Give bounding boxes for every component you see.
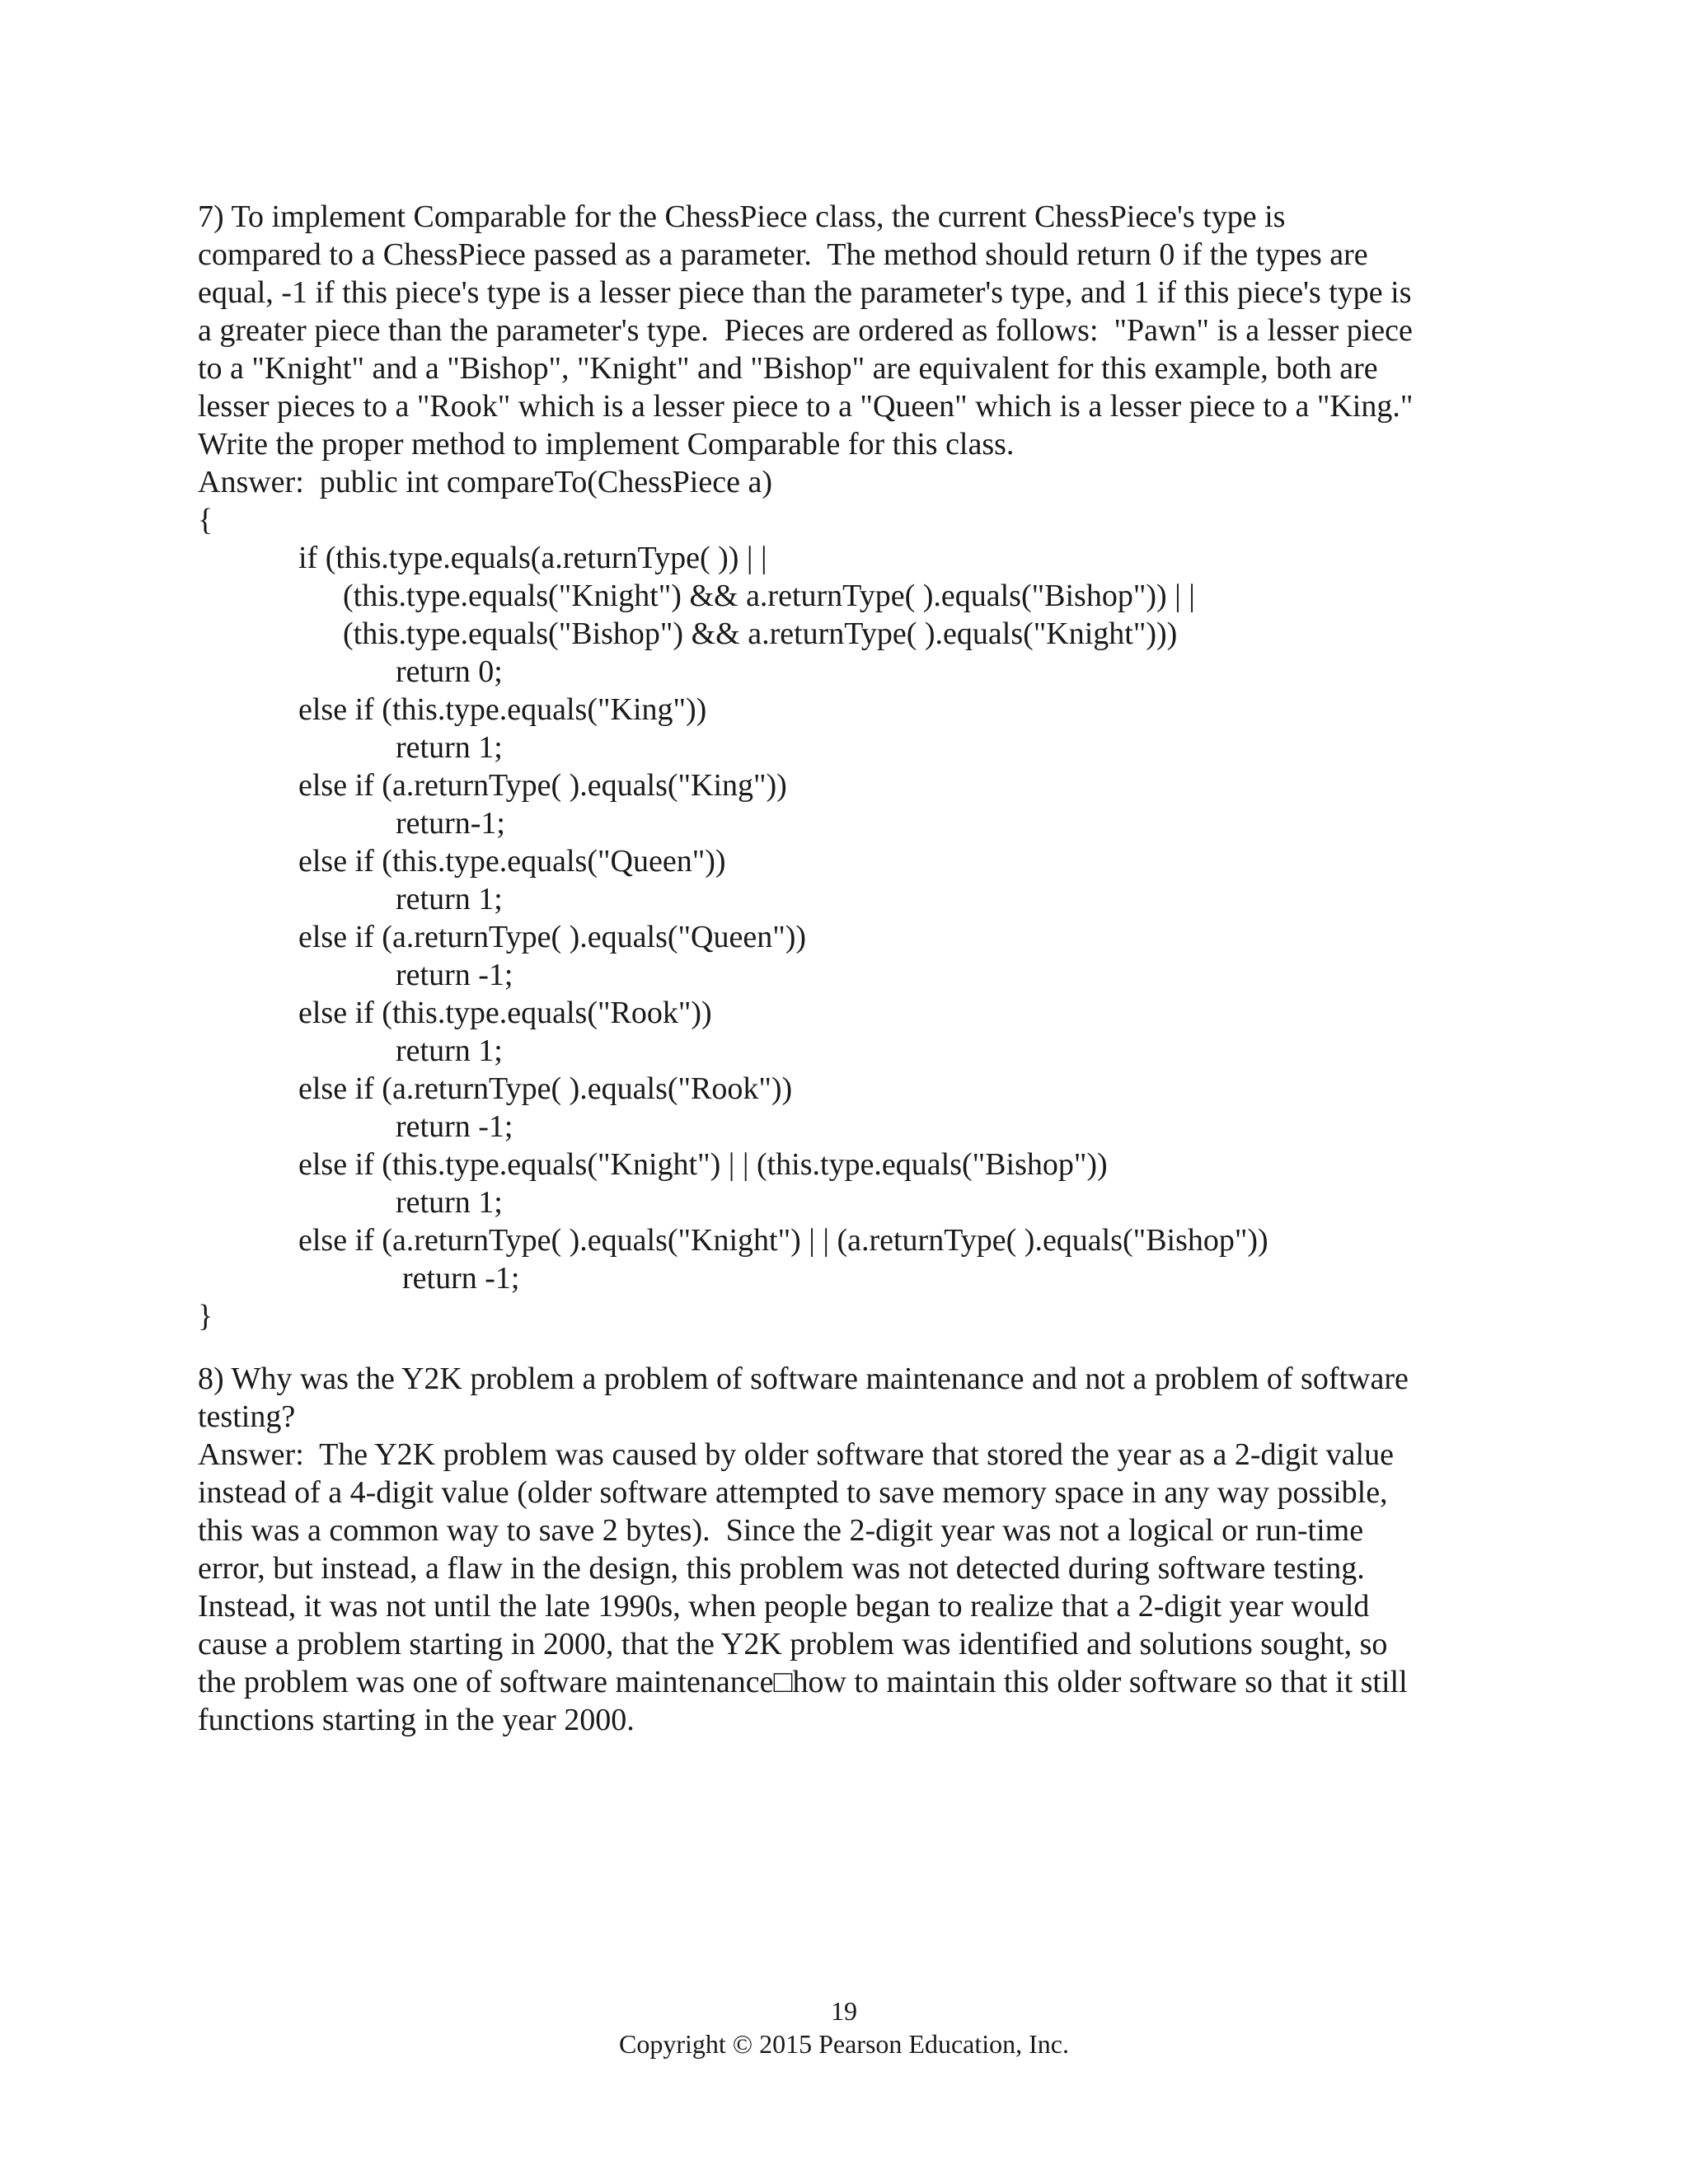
code-line: else if (this.type.equals("Knight") | | (this.type.equals("Bishop")) (298, 1147, 1108, 1182)
question-7 (198, 198, 1508, 1335)
code-line: else if (this.type.equals("King")) (298, 692, 707, 727)
code-line: else if (a.returnType( ).equals("Queen")) (298, 920, 807, 954)
question-7-line: 7) To implement Comparable for the ChessPiece class, the current ChessPiece's type is (198, 199, 1286, 234)
code-line: } (198, 1299, 213, 1333)
answer-8-line: functions starting in the year 2000. (198, 1703, 635, 1737)
copyright-notice: Copyright © 2015 Pearson Education, Inc. (619, 2029, 1069, 2059)
answer-8-line: error, but instead, a flaw in the design, this problem was not detected during software testing. (198, 1551, 1365, 1586)
code-line: return 1; (396, 730, 503, 765)
code-line: return -1; (396, 958, 513, 992)
question-7-line: lesser pieces to a "Rook" which is a lesser piece to a "Queen" which is a lesser piece to a "King." (198, 389, 1414, 424)
code-line: else if (a.returnType( ).equals("Knight") | | (a.returnType( ).equals("Bishop")) (298, 1223, 1268, 1258)
code-line: else if (this.type.equals("Rook")) (298, 996, 712, 1030)
code-line: (this.type.equals("Knight") && a.returnType( ).equals("Bishop")) | | (343, 579, 1195, 613)
answer-8-line: Answer: The Y2K problem was caused by older software that stored the year as a 2-digit value (198, 1437, 1394, 1472)
code-line: else if (a.returnType( ).equals("Rook")) (298, 1071, 793, 1106)
code-line: else if (this.type.equals("Queen")) (298, 844, 726, 879)
answer-8-line: instead of a 4-digit value (older software attempted to save memory space in any way possible, (198, 1475, 1388, 1510)
code-line: return 1; (396, 1185, 503, 1220)
code-line: return 1; (396, 882, 503, 916)
question-8-line: 8) Why was the Y2K problem a problem of software maintenance and not a problem of software (198, 1361, 1409, 1396)
question-7-line: compared to a ChessPiece passed as a parameter. The method should return 0 if the types are (198, 237, 1368, 272)
answer-8-line: cause a problem starting in 2000, that the Y2K problem was identified and solutions sought, so (198, 1627, 1388, 1661)
answer-8-line: the problem was one of software maintenance□how to maintain this older software so that it still (198, 1665, 1408, 1699)
code-line: else if (a.returnType( ).equals("King")) (298, 768, 787, 803)
answer-8-line: this was a common way to save 2 bytes). Since the 2-digit year was not a logical or run-time (198, 1513, 1364, 1548)
question-7-line: a greater piece than the parameter's type. Pieces are ordered as follows: "Pawn" is a lesser piece (198, 313, 1413, 348)
code-line: return 0; (396, 654, 503, 689)
code-line: (this.type.equals("Bishop") && a.returnType( ).equals("Knight"))) (343, 616, 1178, 651)
question-8 (198, 1360, 1508, 1739)
code-line: return -1; (402, 1261, 520, 1296)
code-line: if (this.type.equals(a.returnType( )) | | (298, 541, 767, 575)
page-number: 19 (831, 1996, 857, 2026)
question-8-line: testing? (198, 1399, 296, 1434)
question-7-line: Write the proper method to implement Comparable for this class. (198, 427, 1015, 462)
answer-7-code (198, 501, 1508, 1335)
code-line: { (198, 503, 213, 537)
section-gap (198, 1335, 1508, 1360)
answer-7-header: Answer: public int compareTo(ChessPiece a) (198, 465, 772, 499)
code-line: return 1; (396, 1033, 503, 1068)
answer-8-line: Instead, it was not until the late 1990s, when people began to realize that a 2-digit year would (198, 1589, 1370, 1624)
question-7-line: equal, -1 if this piece's type is a lesser piece than the parameter's type, and 1 if this piece's type is (198, 275, 1412, 310)
question-7-line: to a "Knight" and a "Bishop", "Knight" and "Bishop" are equivalent for this example, both are (198, 351, 1378, 386)
page-content (198, 198, 1508, 1739)
code-line: return-1; (396, 806, 505, 841)
code-line: return -1; (396, 1109, 513, 1144)
